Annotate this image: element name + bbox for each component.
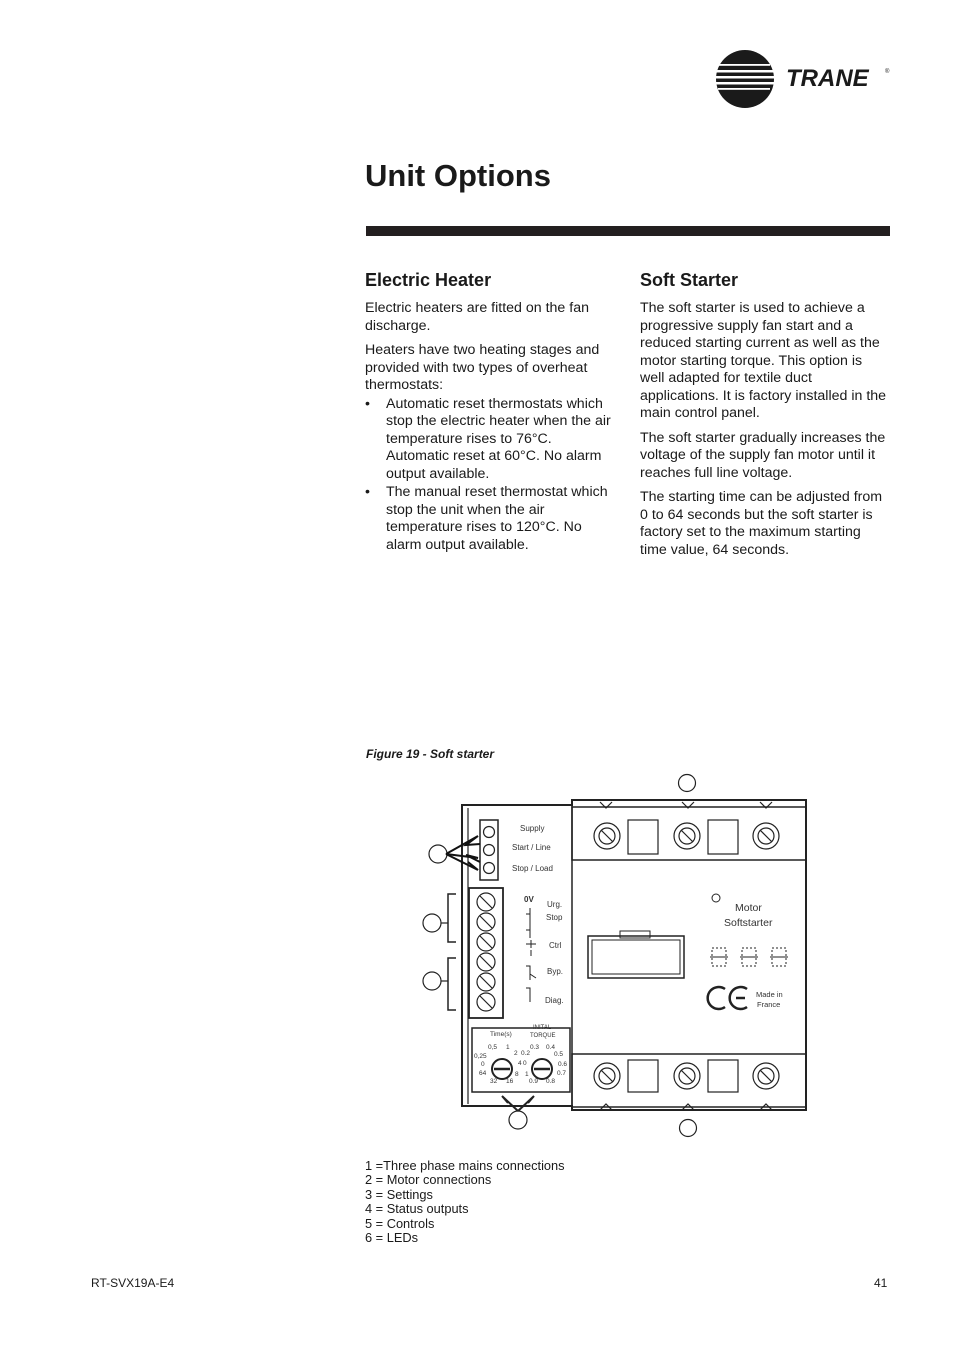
- initial-label: INITAL: [533, 1025, 552, 1031]
- byp-label: Byp.: [547, 967, 564, 976]
- document-code: RT-SVX19A-E4: [91, 1276, 175, 1290]
- list-item: [365, 484, 617, 554]
- torque-scale-label: 0: [523, 1060, 527, 1067]
- callout-circle: [423, 972, 441, 990]
- torque-scale-label: 0.9: [529, 1078, 539, 1085]
- callout-circle: [679, 775, 696, 792]
- soft-starter-heading: Soft Starter: [640, 270, 739, 290]
- callout-circle: [680, 1120, 697, 1137]
- made-in-label: Made in: [756, 990, 783, 999]
- time-scale-label: 4: [518, 1060, 522, 1067]
- paragraph: The starting time can be adjusted from 0 to 64 seconds but the soft starter is factory set to the maximum starting time value, 64 seconds.: [640, 489, 883, 558]
- electric-heater-heading: Electric Heater: [365, 270, 492, 290]
- led-start-line: [484, 845, 495, 856]
- legend-item: 5 = Controls: [365, 1215, 435, 1231]
- list-item: [365, 396, 617, 484]
- figure-legend: [365, 1159, 565, 1245]
- time-scale-label: 0,25: [474, 1053, 487, 1060]
- callout-circle: [509, 1111, 527, 1129]
- softstarter-label: Softstarter: [724, 917, 773, 929]
- time-scale-label: 1: [506, 1044, 510, 1051]
- brand-wordmark: TRANE: [786, 65, 869, 92]
- zero-v-label: 0V: [524, 895, 534, 904]
- svg-text:®: ®: [885, 69, 890, 75]
- paragraph: The soft starter gradually increases the voltage of the supply fan motor until it reaches full line voltage.: [640, 429, 886, 481]
- diag-label: Diag.: [545, 996, 564, 1005]
- bullet: •: [365, 484, 370, 500]
- torque-scale-label: 0.7: [557, 1070, 567, 1077]
- figure-caption: Figure 19 - Soft starter: [366, 747, 495, 761]
- start-line-label: Start / Line: [512, 843, 551, 852]
- thermostat-list: [365, 396, 617, 555]
- ce-mark: [708, 987, 747, 1009]
- ce-text: CE: [712, 990, 738, 1010]
- top-terminal-strip: [572, 807, 806, 860]
- torque-scale-label: 0.5: [554, 1051, 564, 1058]
- torque-scale-label: 0.3: [530, 1044, 540, 1051]
- page-number: 41: [874, 1276, 888, 1290]
- title-rule: [366, 226, 890, 236]
- torque-scale-label: 0.4: [546, 1044, 556, 1051]
- torque-scale-label: 1: [525, 1071, 529, 1078]
- led-supply: [484, 827, 495, 838]
- legend-item: 2 = Motor connections: [365, 1172, 492, 1188]
- led-block: [480, 820, 498, 880]
- torque-scale-label: 0.8: [546, 1078, 556, 1085]
- callout-circle: [423, 914, 441, 932]
- stop-label: Stop: [546, 913, 563, 922]
- trane-logo: [714, 48, 894, 110]
- paragraph: Heaters have two heating stages and provided with two types of overheat thermostats:: [365, 342, 600, 393]
- time-scale-label: 0: [481, 1061, 485, 1068]
- soft-starter-diagram: [420, 770, 820, 1145]
- page-title: Unit Options: [365, 158, 551, 193]
- ctrl-label: Ctrl: [549, 941, 562, 950]
- torque-scale-label: 0.2: [521, 1050, 531, 1057]
- supply-label: Supply: [520, 824, 545, 833]
- time-scale-label: 2: [514, 1050, 518, 1057]
- legend-item: 4 = Status outputs: [365, 1201, 469, 1217]
- thyristor-symbols: [710, 948, 788, 966]
- stop-load-label: Stop / Load: [512, 864, 553, 873]
- time-scale-label: 0,5: [488, 1044, 498, 1051]
- time-scale-label: 8: [515, 1071, 519, 1078]
- legend-item: 1 =Three phase mains connections: [365, 1158, 565, 1173]
- callout-circle: [429, 845, 447, 863]
- time-scale-label: 64: [479, 1070, 487, 1077]
- time-label: Time(s): [490, 1031, 512, 1038]
- motor-label: Motor: [735, 902, 762, 914]
- paragraph: The soft starter is used to achieve a progressive supply fan start and a reduced starting current as well as the motor starting torque. This option is well adapted for textile duct applications. It is factory installed in the main control panel.: [640, 300, 887, 421]
- paragraph: Electric heaters are fitted on the fan discharge.: [365, 300, 589, 334]
- bottom-screw-terminals: [594, 1060, 779, 1092]
- electric-heater-section: [365, 269, 617, 555]
- led-stop-load: [484, 863, 495, 874]
- display-window: [588, 936, 684, 978]
- top-screw-terminals: [594, 820, 779, 854]
- torque-scale-label: 0.6: [558, 1061, 568, 1068]
- legend-item: 3 = Settings: [365, 1186, 433, 1202]
- bullet: •: [365, 395, 370, 412]
- urg-label: Urg.: [547, 900, 563, 909]
- list-item-text: Automatic reset thermostats which stop the electric heater when the air temperature rises to 76°C. Automatic reset at 60°C. No alarm output available.: [386, 395, 611, 482]
- control-terminals: [477, 893, 495, 1011]
- time-scale-label: 32: [490, 1078, 498, 1085]
- france-label: France: [757, 1000, 781, 1009]
- time-scale-label: 16: [506, 1078, 514, 1085]
- soft-starter-section: [640, 269, 888, 566]
- legend-item: 6 = LEDs: [365, 1230, 418, 1246]
- list-item-text: The manual reset thermostat which stop the unit when the air temperature rises to 120°C. No alarm output available.: [386, 484, 608, 553]
- torque-label: TORQUE: [530, 1033, 556, 1039]
